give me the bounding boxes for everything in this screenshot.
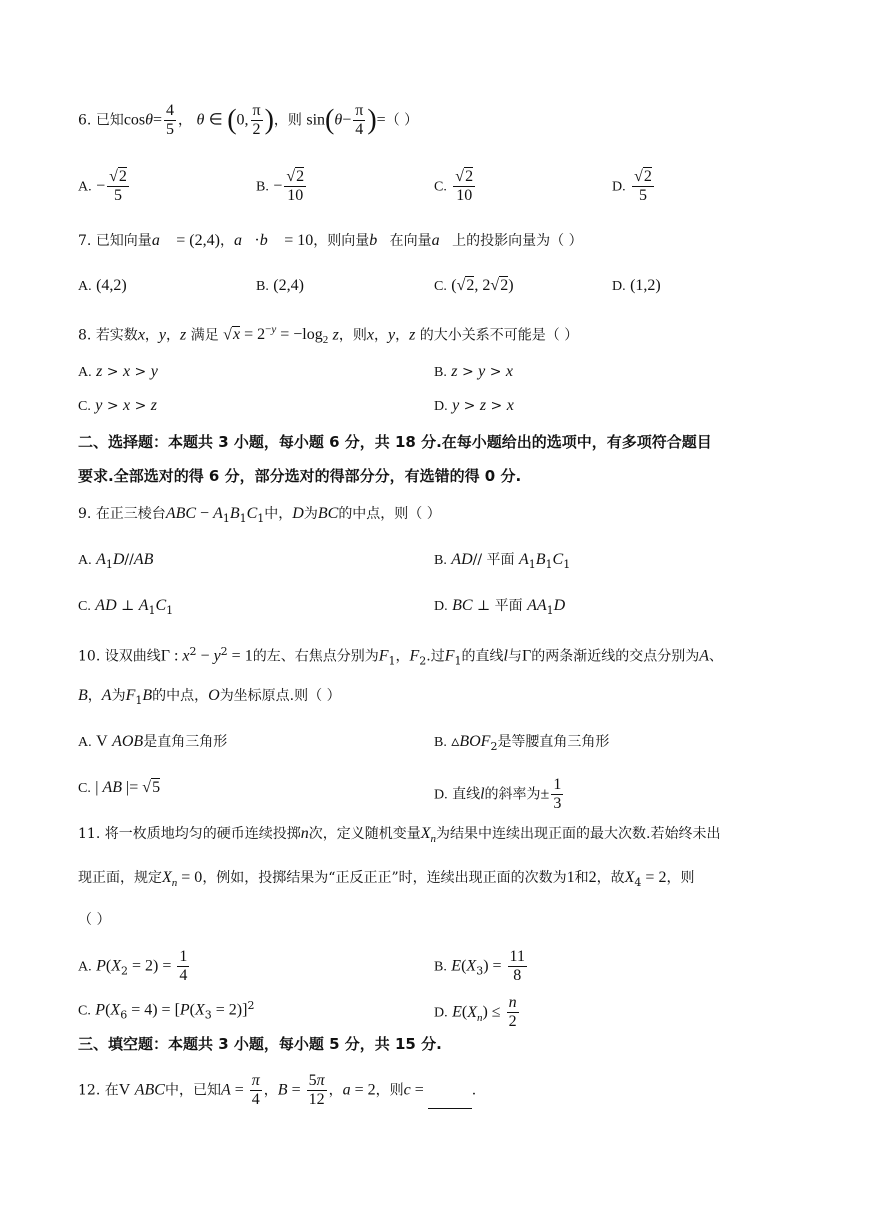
q11-option-c: C. $P(X_6 = 4) = [P(X_3 = 2)]^2$ [78, 999, 255, 1022]
q10-stem-cont: B，A为$F_1B$的中点，O为坐标原点.则（ ） [78, 687, 341, 707]
section-2-heading: 二、选择题：本题共 3 小题，每小题 6 分，共 18 分.在每小题给出的选项中，有多项符合题目 [78, 433, 712, 451]
q10-option-a: A. V AOB是直角三角形 [78, 733, 228, 750]
q7-option-a: A. (4,2) [78, 277, 127, 294]
q6-number: 6. [78, 112, 92, 129]
q10-option-d: D. 直线l的斜率为± $\frac{1}{3}$ [434, 776, 562, 812]
q6-stem: 6. 已知cosθ= $\frac{4}{5}$ ， θ ∈ (0, $\frac{\pi}{2}$ )，则 sin(θ− $\frac{\pi}{4}$ )=（ ） [78, 102, 419, 138]
q12-stem: 12. 在V ABC中，已知A = $\frac{\pi}{4}$ ，B = $\frac{5\pi}{12}$ ，a = 2，则c = . [78, 1072, 477, 1108]
q12-answer-blank[interactable] [428, 1094, 472, 1109]
q9-option-b: B. AD// 平面 $A_1B_1C_1$ [434, 551, 571, 571]
q8-option-b: B. z > y > x [434, 363, 514, 380]
q8-option-d: D. y > z > x [434, 397, 514, 414]
q11-option-a: A. $P(X_2 = 2)$ = $\frac{1}{4}$ [78, 948, 188, 984]
q10-option-c: C. | AB |= √5 [78, 779, 161, 796]
q8-stem: 8. 若实数x，y，z 满足 $√x = 2^{-y} = -\log_2$ z，则x，y，z 的大小关系不可能是（ ） [78, 324, 579, 347]
section-2-heading-cont: 要求.全部选对的得 6 分，部分选对的得部分分，有选错的得 0 分. [78, 467, 522, 485]
q6-option-a: A. − $\frac{√2}{5}$ [78, 168, 127, 204]
q8-option-c: C. y > x > z [78, 397, 158, 414]
q6-option-d: D. $\frac{√2}{5}$ [612, 168, 652, 204]
q6-option-c: C. $\frac{√2}{10}$ [434, 168, 474, 204]
q11-stem: 11. 将一枚质地均匀的硬币连续投掷n次，定义随机变量$X_n$为结果中连续出现正面的最大次数.若始终未出 [78, 825, 721, 846]
q9-option-c: C. AD ⊥ $A_1C_1$ [78, 597, 174, 617]
q10-stem: 10. 设双曲线Γ : $x^2 - y^2 = 1$的左、右焦点分别为$F_1$，$F_2$.过$F_1$的直线l与Γ的两条渐近线的交点分别为A、 [78, 645, 723, 668]
q7-stem: 7. 已知向量a⃗ = (2,4)，a⃗·b⃗ = 10，则向量b⃗在向量a⃗上的投影向量为（ ） [78, 232, 583, 249]
q11-option-d: D. $E(X_n)$ ≤ $\frac{n}{2}$ [434, 994, 517, 1030]
q10-option-b: B. $▵BOF_2$是等腰直角三角形 [434, 733, 610, 753]
q11-stem-paren: （ ） [78, 912, 111, 928]
q11-stem-cont: 现正面，规定$X_n = 0$，例如，投掷结果为“正反正正”时，连续出现正面的次数为1和2，故$X_4 = 2$，则 [78, 869, 695, 890]
q7-option-c: C. (√2, 2√2) [434, 277, 514, 294]
q6-option-b: B. − $\frac{√2}{10}$ [256, 168, 305, 204]
q7-option-b: B. (2,4) [256, 277, 304, 294]
section-3-heading: 三、填空题：本题共 3 小题，每小题 5 分，共 15 分. [78, 1035, 442, 1053]
q9-option-d: D. BC ⊥ 平面 $AA_1D$ [434, 597, 566, 617]
q7-option-d: D. (1,2) [612, 277, 661, 294]
q11-option-b: B. $E(X_3)$ = $\frac{11}{8}$ [434, 948, 525, 984]
q9-option-a: A. $A_1D//AB$ [78, 551, 154, 571]
q8-option-a: A. z > x > y [78, 363, 158, 380]
q9-stem: 9. 在正三棱台ABC − $A_1B_1C_1$中，D为BC的中点，则（ ） [78, 505, 441, 525]
